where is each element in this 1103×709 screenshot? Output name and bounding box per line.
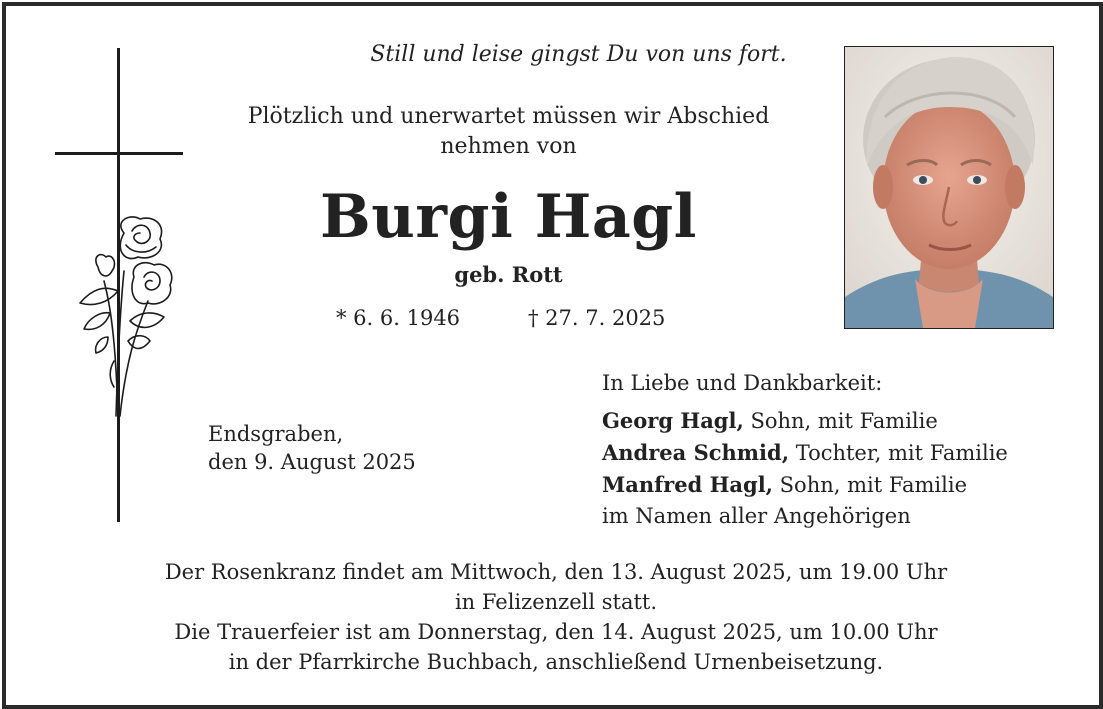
- place-line: Endsgraben,: [208, 422, 344, 446]
- intro-text: [186, 102, 831, 162]
- mourner-name: Manfred Hagl,: [602, 472, 773, 497]
- mourner-relation: Sohn, mit Familie: [743, 409, 938, 433]
- portrait-image: [845, 47, 1053, 328]
- mourner-relation: Sohn, mit Familie: [773, 473, 968, 497]
- mourner-entry: [602, 405, 1008, 437]
- roses-icon: [74, 211, 179, 426]
- death-date: † 27. 7. 2025: [528, 306, 666, 330]
- mourners-heading: In Liebe und Dankbarkeit:: [602, 371, 883, 395]
- intro-line: nehmen von: [440, 134, 577, 159]
- intro-line: Plötzlich und unerwartet müssen wir Abschied: [247, 104, 770, 129]
- service-notice: [46, 557, 1066, 677]
- notice-line: Der Rosenkranz findet am Mittwoch, den 13. August 2025, um 19.00 Uhr: [164, 560, 948, 584]
- notice-line: Die Trauerfeier ist am Donnerstag, den 14. August 2025, um 10.00 Uhr: [174, 620, 938, 644]
- mourner-relation: Tochter, mit Familie: [789, 441, 1008, 465]
- mourners-block: [602, 368, 1008, 532]
- mourner-entry: [602, 469, 1008, 501]
- deceased-name: Burgi Hagl: [320, 182, 697, 252]
- notice-line: in der Pfarrkirche Buchbach, anschließend Urnenbeisetzung.: [228, 650, 884, 674]
- notice-line: in Felizenzell statt.: [454, 590, 658, 614]
- mourner-name: Georg Hagl,: [602, 408, 744, 433]
- mourner-name: Andrea Schmid,: [602, 440, 790, 465]
- maiden-name: geb. Rott: [454, 262, 563, 287]
- portrait-photo: [844, 46, 1054, 329]
- mourners-closing: im Namen aller Angehörigen: [602, 504, 911, 528]
- mourner-entry: [602, 437, 1008, 469]
- place-date: [208, 420, 416, 476]
- obituary-card: [2, 2, 1103, 709]
- date-line: den 9. August 2025: [208, 450, 416, 474]
- cross-bar: [55, 152, 183, 155]
- birth-date: * 6. 6. 1946: [336, 306, 461, 330]
- motto: Still und leise gingst Du von uns fort.: [370, 42, 787, 67]
